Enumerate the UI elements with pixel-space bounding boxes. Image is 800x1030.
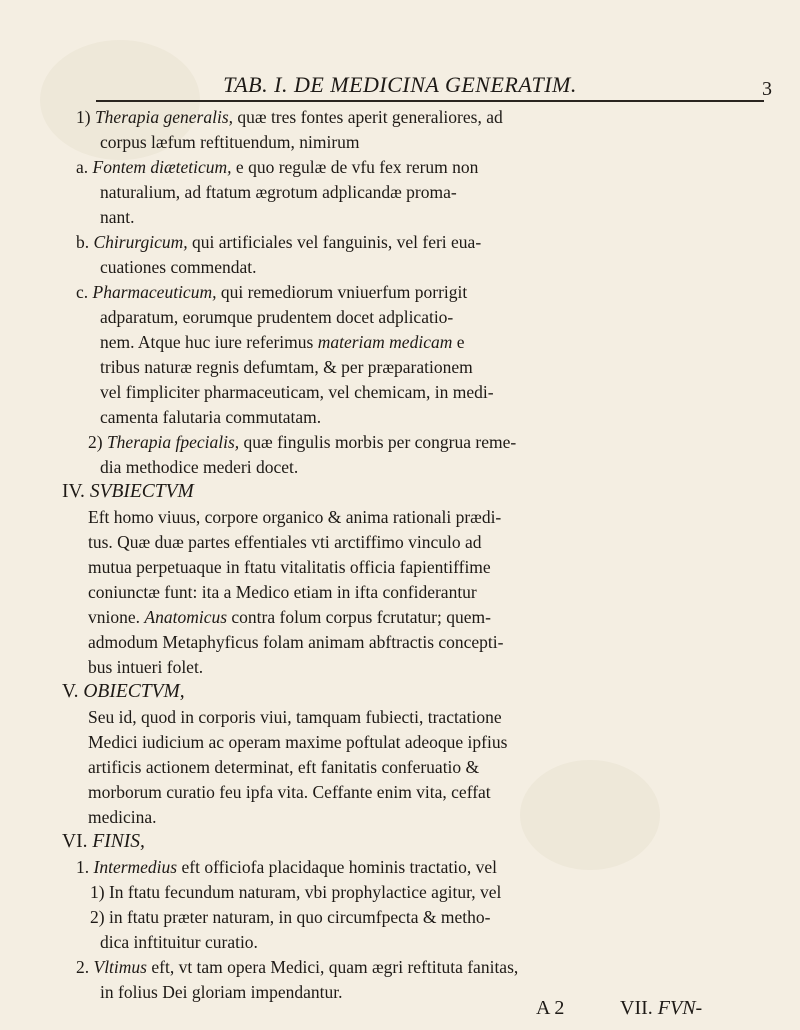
item-number: 2) <box>88 432 103 452</box>
text-line <box>88 706 502 728</box>
line-text: corpus læfum reftituendum, nimirum <box>100 132 360 152</box>
line-text: in ftatu præter naturam, in quo circumfpecta & metho- <box>108 907 491 927</box>
italic-term: FINIS, <box>92 831 145 852</box>
text-line <box>76 956 518 978</box>
item-number: 2. <box>76 957 90 977</box>
page-header <box>0 0 800 110</box>
text-line <box>76 856 497 878</box>
header-rule <box>96 100 764 102</box>
catchword-prefix: VII. <box>620 997 653 1019</box>
text-line <box>100 406 321 428</box>
text-line <box>90 906 490 928</box>
running-head: TAB. I. DE MEDICINA GENERATIM. <box>223 72 577 97</box>
line-text: qui artificiales vel fanguinis, vel feri eua- <box>187 232 482 252</box>
line-text: dica inftituitur curatio. <box>100 932 258 952</box>
line-text: nant. <box>100 207 135 227</box>
line-text: In ftatu fecundum naturam, vbi prophylactice agitur, vel <box>108 882 502 902</box>
italic-term: SVBIECTVM <box>89 481 194 502</box>
italic-term: Pharmaceuticum, <box>92 282 217 302</box>
text-line <box>100 206 135 228</box>
line-text: Medici iudicium ac operam maxime poftulat adeoque ipfius <box>88 732 508 752</box>
text-line <box>100 256 256 278</box>
italic-term: OBIECTVM, <box>83 681 185 702</box>
italic-term: Intermedius <box>93 857 178 877</box>
italic-term: Therapia fpecialis, <box>106 432 240 452</box>
line-text: admodum Metaphyficus folam animam abftractis concepti- <box>88 632 504 652</box>
text-line <box>100 131 360 153</box>
text-line <box>88 781 491 803</box>
text-line <box>88 806 157 828</box>
line-text: eft, vt tam opera Medici, quam ægri reftituta fanitas, <box>146 957 519 977</box>
line-text: quæ fingulis morbis per congrua reme- <box>239 432 517 452</box>
text-line <box>88 506 501 528</box>
line-text: naturalium, ad ftatum ægrotum adplicandæ proma- <box>100 182 457 202</box>
item-number: 1) <box>76 107 91 127</box>
item-number: a. <box>76 157 89 177</box>
italic-term: Vltimus <box>93 957 147 977</box>
catchword <box>620 997 702 1020</box>
line-text: nem. Atque huc iure referimus <box>100 332 318 352</box>
catchword-text: FVN- <box>657 997 703 1019</box>
line-text: medicina. <box>88 807 157 827</box>
text-line <box>62 831 145 853</box>
text-line <box>76 106 503 128</box>
item-number: c. <box>76 282 89 302</box>
line-text: adparatum, eorumque prudentem docet adplicatio- <box>100 307 454 327</box>
line-text: dia methodice mederi docet. <box>100 457 299 477</box>
text-line <box>88 606 491 628</box>
page-number: 3 <box>762 78 772 100</box>
text-line <box>100 356 473 378</box>
line-text: Seu id, quod in corporis viui, tamquam fubiecti, tractatione <box>88 707 502 727</box>
line-text: cuationes commendat. <box>100 257 257 277</box>
paper-stain <box>520 760 660 870</box>
item-number: 1) <box>90 882 105 902</box>
italic-term: Therapia generalis, <box>94 107 234 127</box>
item-number: 2) <box>90 907 105 927</box>
line-text: eft officiofa placidaque hominis tractatio, vel <box>177 857 498 877</box>
text-line <box>76 281 467 303</box>
text-line <box>100 381 494 403</box>
text-line <box>100 306 453 328</box>
line-text: mutua perpetuaque in ftatu vitalitatis officia fapientiffime <box>88 557 491 577</box>
item-number: VI. <box>62 831 88 852</box>
text-line <box>100 931 258 953</box>
line-text: qui remediorum vniuerfum porrigit <box>216 282 468 302</box>
line-text: vnione. <box>88 607 145 627</box>
text-line <box>100 981 343 1003</box>
line-text: tus. Quæ duæ partes effentiales vti arctiffimo vinculo ad <box>88 532 482 552</box>
text-line <box>88 756 479 778</box>
text-line <box>88 581 477 603</box>
italic-term: Fontem diæteticum, <box>92 157 232 177</box>
text-line <box>62 681 185 703</box>
line-text: camenta falutaria commutatam. <box>100 407 322 427</box>
line-text: e <box>452 332 465 352</box>
line-text: Eft homo viuus, corpore organico & anima rationali prædi- <box>88 507 502 527</box>
text-line <box>88 431 516 453</box>
text-line <box>90 881 501 903</box>
line-text: artificis actionem determinat, eft fanitatis conferuatio & <box>88 757 480 777</box>
italic-term: materiam medicam <box>317 332 453 352</box>
item-number: b. <box>76 232 90 252</box>
text-line <box>88 731 507 753</box>
line-text: bus intueri folet. <box>88 657 204 677</box>
text-line <box>88 656 203 678</box>
line-text: e quo regulæ de vfu fex rerum non <box>231 157 479 177</box>
item-number: IV. <box>62 481 85 502</box>
text-line <box>100 181 457 203</box>
text-line <box>62 481 194 503</box>
text-line <box>100 456 298 478</box>
item-number: 1. <box>76 857 90 877</box>
line-text: in folius Dei gloriam impendantur. <box>100 982 343 1002</box>
text-line <box>76 231 481 253</box>
line-text: tribus naturæ regnis defumtam, & per præparationem <box>100 357 473 377</box>
text-line <box>100 331 465 353</box>
italic-term: Anatomicus <box>144 607 228 627</box>
line-text: morborum curatio feu ipfa vita. Ceffante enim vita, ceffat <box>88 782 491 802</box>
line-text: quæ tres fontes aperit generaliores, ad <box>233 107 503 127</box>
text-line <box>76 156 478 178</box>
line-text: coniunctæ funt: ita a Medico etiam in ifta confiderantur <box>88 582 477 602</box>
item-number: V. <box>62 681 79 702</box>
line-text: vel fimpliciter pharmaceuticam, vel chemicam, in medi- <box>100 382 494 402</box>
italic-term: Chirurgicum, <box>93 232 188 252</box>
text-line <box>88 531 482 553</box>
text-line <box>88 556 491 578</box>
text-line <box>88 631 504 653</box>
line-text: contra folum corpus fcrutatur; quem- <box>227 607 491 627</box>
signature-mark: A 2 <box>536 997 565 1019</box>
